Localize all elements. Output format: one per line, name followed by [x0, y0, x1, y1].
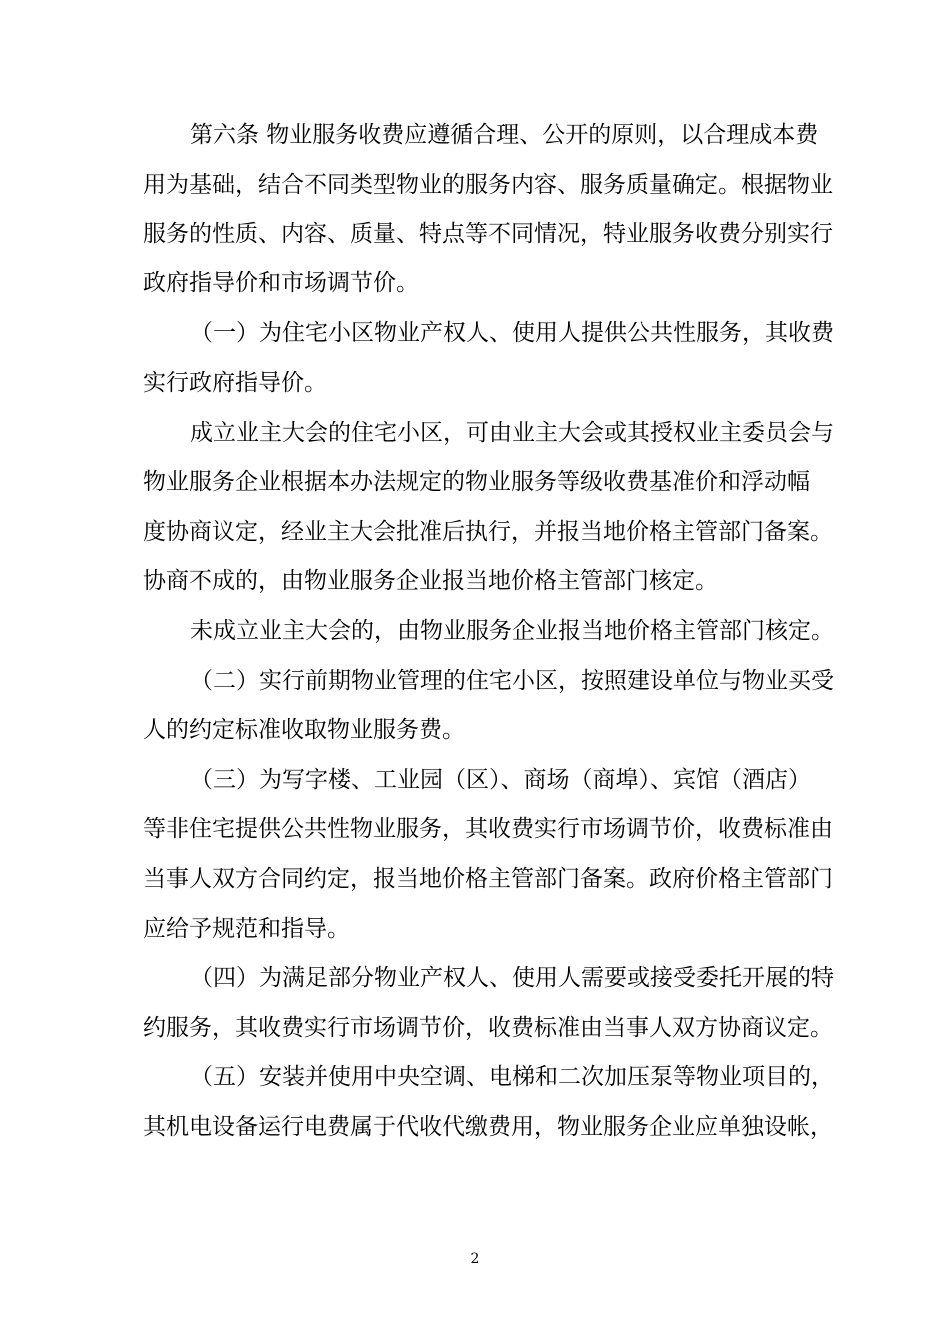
text-line: 等非住宅提供公共性物业服务，其收费实行市场调节价，收费标准由 — [143, 816, 833, 842]
text-line: 服务的性质、内容、质量、特点等不同情况，特业服务收费分别实行 — [143, 221, 833, 247]
text-line: （二）实行前期物业管理的住宅小区，按照建设单位与物业买受 — [190, 668, 834, 694]
text-line: 第六条 物业服务收费应遵循合理、公开的原则，以合理成本费 — [190, 122, 819, 148]
text-line: 成立业主大会的住宅小区，可由业主大会或其授权业主委员会与 — [190, 420, 834, 446]
text-line: 当事人双方合同约定，报当地价格主管部门备案。政府价格主管部门 — [143, 866, 833, 892]
text-line: 协商不成的，由物业服务企业报当地价格主管部门核定。 — [143, 568, 718, 594]
text-line: （五）安装并使用中央空调、电梯和二次加压泵等物业项目的， — [190, 1064, 834, 1090]
text-line: （一）为住宅小区物业产权人、使用人提供公共性服务，其收费 — [190, 320, 834, 346]
text-line: 应给予规范和指导。 — [143, 916, 350, 942]
text-line: 其机电设备运行电费属于代收代缴费用，物业服务企业应单独设帐， — [143, 1114, 833, 1140]
text-line: 未成立业主大会的，由物业服务企业报当地价格主管部门核定。 — [190, 618, 834, 644]
text-line: 用为基础，结合不同类型物业的服务内容、服务质量确定。根据物业 — [143, 172, 833, 198]
text-line: 人的约定标准收取物业服务费。 — [143, 717, 465, 743]
text-line: 度协商议定，经业主大会批准后执行，并报当地价格主管部门备案。 — [143, 519, 833, 545]
text-line: （三）为写字楼、工业园（区）、商场（商埠）、宾馆（酒店） — [190, 767, 811, 793]
text-line: 物业服务企业根据本办法规定的物业服务等级收费基准价和浮动幅 — [143, 469, 810, 495]
text-line: 约服务，其收费实行市场调节价，收费标准由当事人双方协商议定。 — [143, 1015, 833, 1041]
text-line: 政府指导价和市场调节价。 — [143, 270, 419, 296]
page-number: 2 — [470, 1251, 480, 1267]
text-line: 实行政府指导价。 — [143, 370, 327, 396]
text-line: （四）为满足部分物业产权人、使用人需要或接受委托开展的特 — [190, 965, 834, 991]
